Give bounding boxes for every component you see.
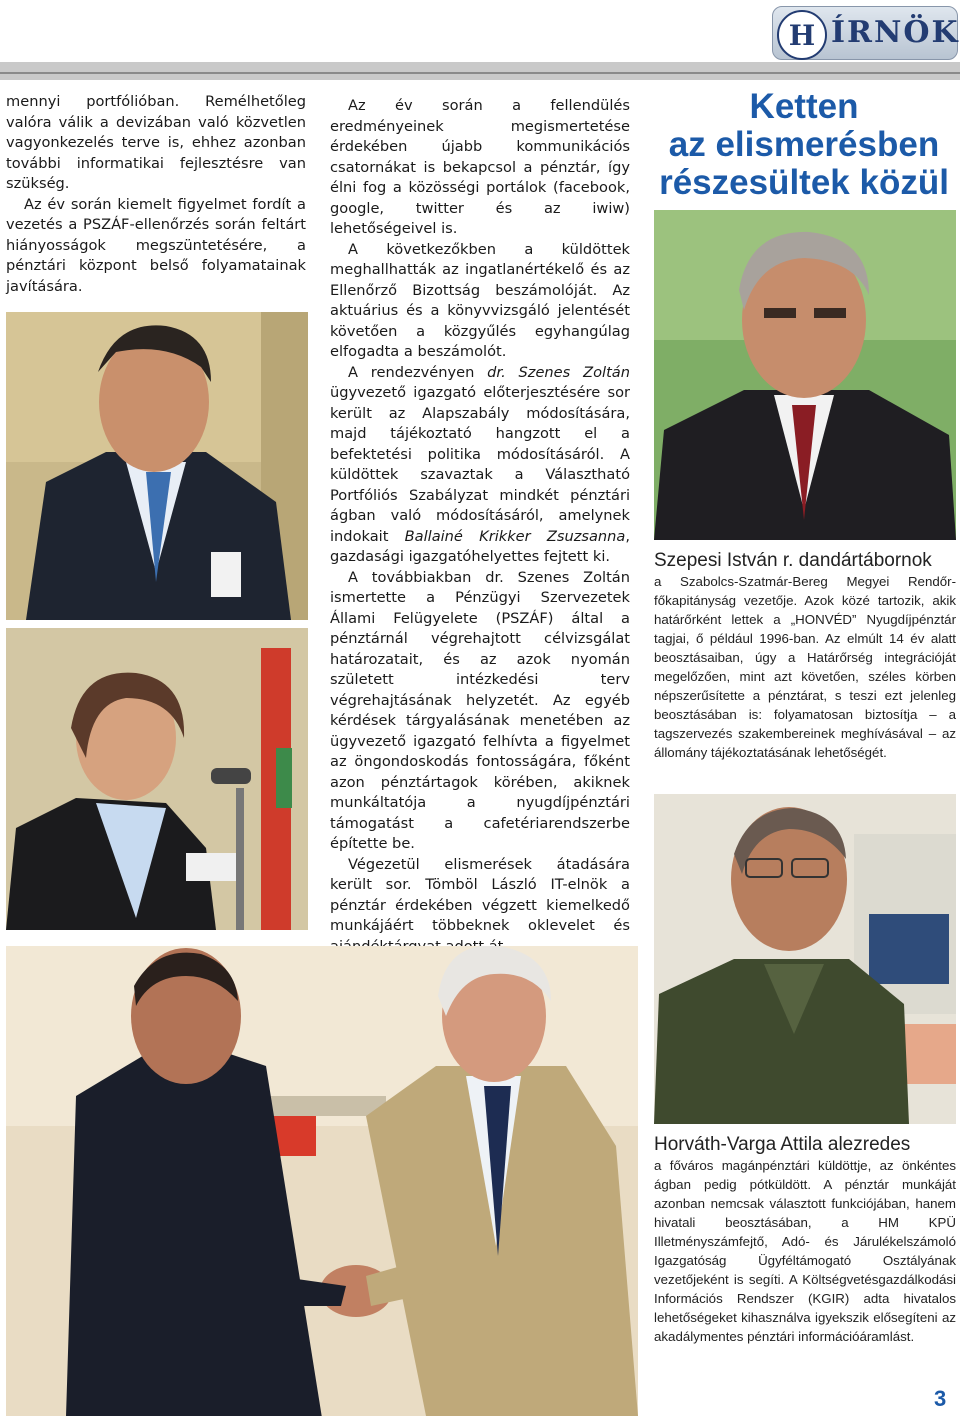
logo-seal [777, 10, 827, 60]
column-1-text [6, 92, 306, 297]
logo-text: ÍRNÖK [831, 15, 960, 50]
photo-szepesi-istvan [654, 210, 956, 540]
photo-handshake-image [6, 946, 638, 1416]
sidebar-title-line-1: Ketten [749, 87, 859, 126]
hirnok-logo [772, 6, 958, 60]
col2-p3-start: A rendezvényen [348, 363, 488, 381]
col2-p3-name2: Ballainé Krikker Zsuzsanna [404, 527, 626, 545]
col2-paragraph-1: Az év során a fellendülés eredményeinek megismertetése érdekében újabb kommunikációs csatornákat is bekapcsol a pénztár, így élni fog a közösségi portálok (facebook, google, twitter és az iwiw) lehetőségeivel is. [330, 97, 630, 237]
col2-paragraph-3 [330, 363, 630, 568]
person-1-text-wrap [654, 572, 956, 762]
photo-speaker-woman [6, 628, 308, 930]
col2-paragraph-2: A következőkben a küldöttek meghallhatták az ingatlanértékelő és az Ellenőrző Bizottság beszámolóját. Az aktuárius és a könyvvizsgáló jelentését követően a közgyűlés egyhangúlag elfogadta a beszámolót. [330, 240, 630, 360]
photo-handshake [6, 946, 638, 1416]
column-2-text [330, 96, 630, 982]
col2-p3-middle: ügyvezető igazgató előterjesztésére sor került az Alapszabály módosítására, majd tájékoztató hangzott el a befektetési politika módosításáról. A küldöttek szavaztak a Választható Portfóliós Szabályzat mindkét pénztári ágban való módosításáról, amelynek indokait [330, 384, 630, 545]
caption-person-1 [654, 550, 956, 762]
person-2-text-wrap [654, 1156, 956, 1346]
col1-paragraph-1: mennyi portfólióban. Remélhetőleg valóra válik a devizában való közvetlen vagyonkezelés terve is, ehhez azonban további informatikai fejlesztésre van szükség. [6, 93, 306, 192]
photo-szepesi-istvan-image [654, 210, 956, 540]
header-band [0, 62, 960, 80]
col2-p3-end: , gazdasági igazgatóhelyettes fejtett ki. [330, 527, 630, 565]
col2-paragraph-5: Végezetül elismerések átadására került sor. Tömböl László IT-elnök a pénztár érdekében végzett kiemelkedő munkájáért többeknek oklevelet és [330, 855, 630, 934]
person-2-name: Horváth-Varga Attila alezredes [654, 1134, 911, 1155]
person-2-text: a főváros magánpénztári küldöttje, az önkéntes ágban pedig pótküldött. A pénztár munkáját azonban nemcsak választott funkciójában, hanem hivatali beosztásában, a HM KPÜ Illetményszámfejtő, Adó- és Járulékelszámoló Igazgatóság Ügyféltámogató Osztályának vezetőjeként is segíti. A Költségvetésgazdálkodási Információs Rendszer (KGIR) adta hivatalos lehetőségeket kihasználva igyekszik elősegíteni az akadálymentes pénztári információáramlást. [654, 1158, 956, 1344]
sidebar-title-line-2: az elismerésben [668, 125, 940, 164]
sidebar-title [648, 88, 960, 202]
photo-horvath-varga-attila [654, 794, 956, 1124]
photo-speaker-man-image [6, 312, 308, 620]
col1-paragraph-2: Az év során kiemelt figyelmet fordít a vezetés a PSZÁF-ellenőrzés során feltárt hiányosságok megszüntetésére, a pénztári központ belső folyamatainak javítására. [6, 195, 306, 295]
col2-paragraph-4: A továbbiakban dr. Szenes Zoltán ismertette a Pénzügyi Szervezetek Állami Felügyelete (PSZÁF) által a pénztárnál végrehajtott célvizsgálat határozatait, és az azok nyomán született intézkedési terv végrehajtásának helyzetét. Az egyéb kérdések tárgyalásának menetében az ügyvezető igazgató felhívta a figyelmet az öngondoskodás fontosságára, főként azon pénztártagok körében, akiknek munkáltatója a nyugdíjpénztári támogatást a cafetériarendszerbe építette be. [330, 568, 630, 852]
photo-speaker-man [6, 312, 308, 620]
logo-letter: H [788, 18, 816, 52]
person-1-name: Szepesi István r. dandártábornok [654, 550, 932, 571]
sidebar-title-line-3: részesültek közül [659, 163, 949, 202]
photo-speaker-woman-image [6, 628, 308, 930]
header-line [0, 72, 960, 74]
col2-p3-name: dr. Szenes Zoltán [487, 363, 630, 381]
page-number: 3 [934, 1386, 947, 1411]
caption-person-2 [654, 1134, 956, 1346]
photo-horvath-varga-attila-image [654, 794, 956, 1124]
person-1-text: a Szabolcs-Szatmár-Bereg Megyei Rendőr-főkapitányság vezetője. Azok közé tartozik, akik határőrként lettek a „HONVÉD” Nyugdíjpénztár tagjai, ő például 1996-ban. Az elmúlt 14 év alatt beosztásaiban, úgy a Határőrség integrációját megelőzően, mint azt követően, széles körben népszerűsítette a pénztárat, s teszi ezt jelenleg beosztásában is: folyamatosan biztosítja – a tagszervezés szakembereinek meghívásával – az állomány tájékoztatásának lehetőségét. [654, 574, 956, 760]
